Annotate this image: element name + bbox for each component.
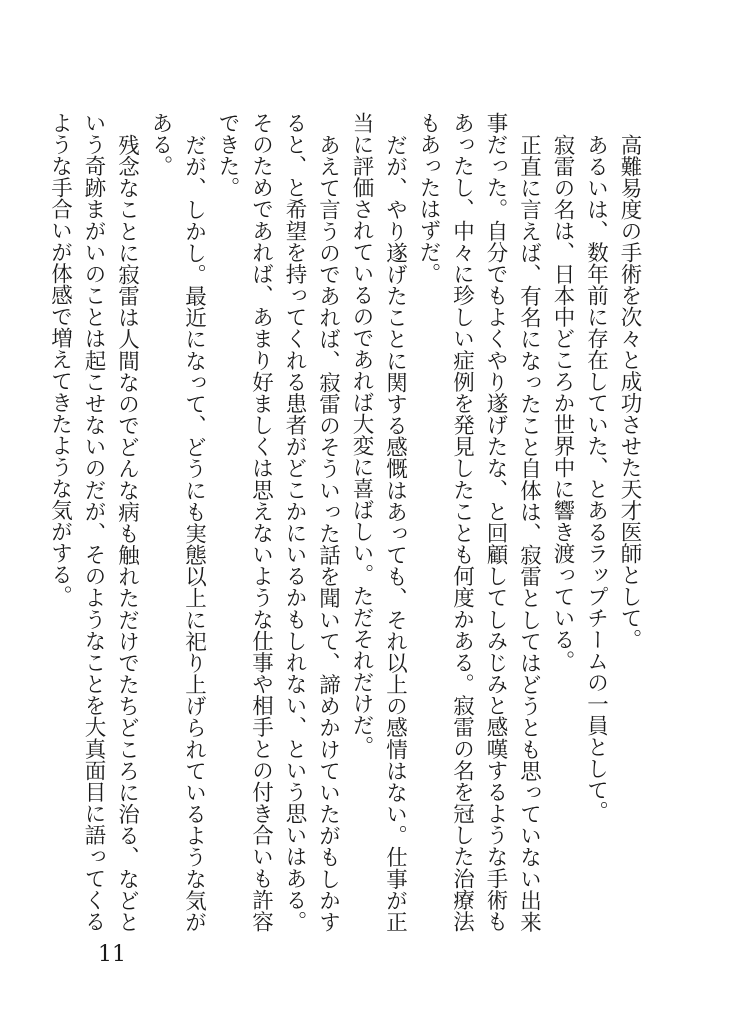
paragraph: 残念なことに寂雷は人間なのでどんな病も触れただけでたちどころに治る、などという奇跡まがいのことは起こせないのだが、そのようなことを大真面目に語ってくるような手合いが体感で増えてきたような気がする。 — [47, 112, 140, 932]
paragraph: 高難易度の手術を次々と成功させた天才医師として。 — [617, 133, 642, 650]
paragraph: だが、しかし。最近になって、どうにも実態以上に祀り上げられているような気がある。 — [148, 112, 207, 932]
paragraph: あるいは、数年前に存在していた、とあるラップチームの一員として。 — [583, 133, 609, 822]
paragraph: あえて言うのであれば、寂雷のそういった話を聞いて、諦めかけていたがもしかすると、と希望を持ってくれる患者がどこかにいるかもしれない、という思いはある。そのためであれば、あまり好ましくは思えないような仕事や相手との付き合いも許容できた。 — [215, 112, 341, 932]
paragraph: 正直に言えば、有名になったこと自体は、寂雷としてはどうとも思っていない出来事だった。自分でもよくやり遂げたな、と回顧してしみじみと感嘆するような手術もあったし、中々に珍しい症例を発見したことも何度かある。寂雷の名を冠した治療法もあったはずだ。 — [416, 112, 542, 932]
paragraph: だが、やり遂げたことに関する感慨はあっても、それ以上の感情はない。仕事が正当に評価されているのであれば大変に喜ばしい。ただそれだけだ。 — [349, 112, 408, 932]
vertical-text-body — [43, 112, 646, 932]
page-number: 11 — [98, 942, 126, 967]
paragraph: 寂雷の名は、日本中どころか世界中に響き渡っている。 — [550, 133, 575, 671]
